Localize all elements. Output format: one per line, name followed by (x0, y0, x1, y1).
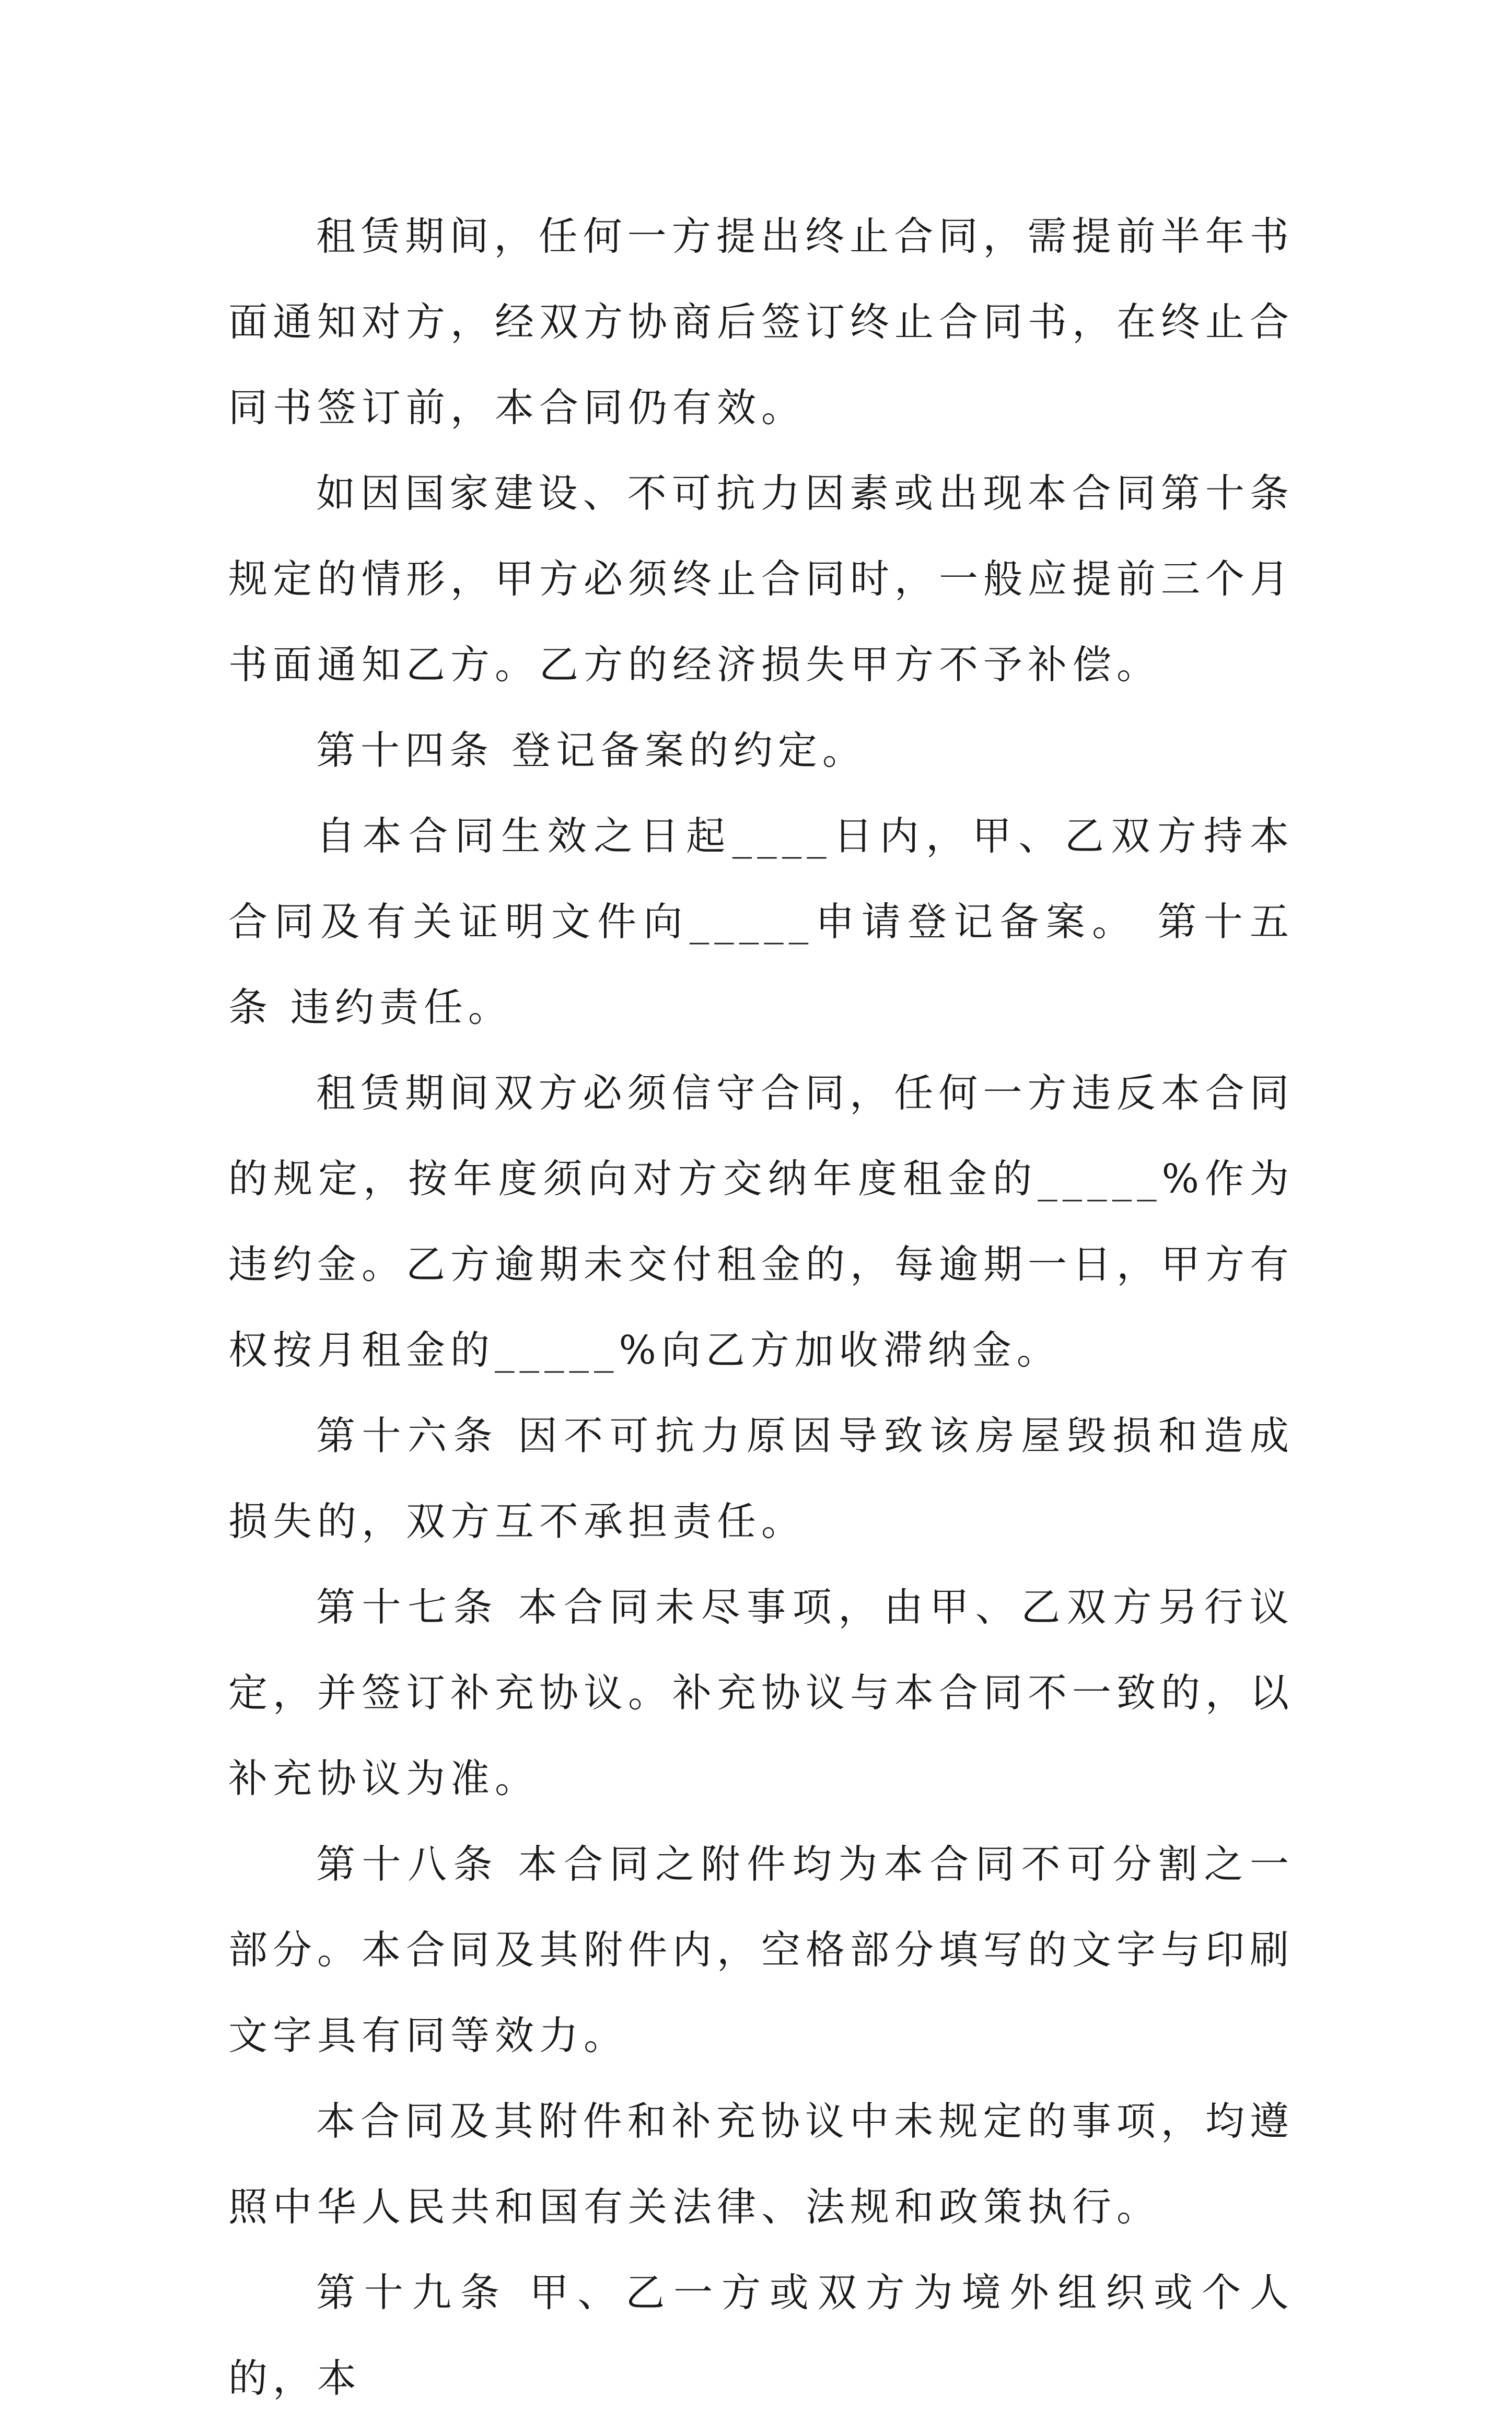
paragraph-termination-notice: 租赁期间，任何一方提出终止合同，需提前半年书面通知对方，经双方协商后签订终止合同书，在终止合同书签订前，本合同仍有效。 (228, 213, 1295, 430)
paragraph-registration: 自本合同生效之日起____日内，甲、乙双方持本合同及有关证明文件向_____申请登记备案。 第十五条 违约责任。 (228, 813, 1294, 1030)
paragraph-article-17: 第十七条 本合同未尽事项，由甲、乙双方另行议定，并签订补充协议。补充协议与本合同不一致的，以补充协议为准。 (228, 1584, 1295, 1801)
document-body (228, 193, 1294, 2421)
paragraph-force-majeure-termination: 如因国家建设、不可抗力因素或出现本合同第十条规定的情形，甲方必须终止合同时，一般应提前三个月书面通知乙方。乙方的经济损失甲方不予补偿。 (228, 470, 1295, 688)
paragraph-article-19: 第十九条 甲、乙一方或双方为境外组织或个人的，本 (228, 2269, 1294, 2401)
paragraph-article-16: 第十六条 因不可抗力原因导致该房屋毁损和造成损失的，双方互不承担责任。 (228, 1413, 1294, 1544)
paragraph-liability-for-breach: 租赁期间双方必须信守合同，任何一方违反本合同的规定，按年度须向对方交纳年度租金的_____%作为违约金。乙方逾期未交付租金的，每逾期一日，甲方有权按月租金的_____%向乙方加收滞纳金。 (228, 1070, 1295, 1373)
paragraph-article-18: 第十八条 本合同之附件均为本合同不可分割之一部分。本合同及其附件内，空格部分填写的文字与印刷文字具有同等效力。 (228, 1841, 1295, 2058)
paragraph-applicable-law: 本合同及其附件和补充协议中未规定的事项，均遵照中华人民共和国有关法律、法规和政策执行。 (228, 2098, 1294, 2230)
paragraph-article-14-heading: 第十四条 登记备案的约定。 (316, 727, 867, 773)
